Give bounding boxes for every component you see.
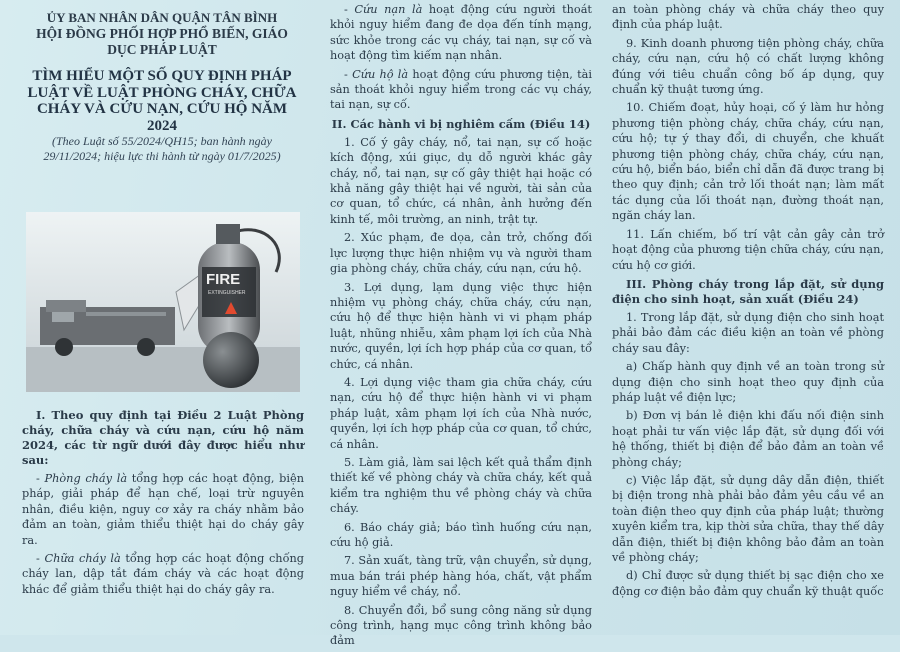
list-item: 9. Kinh doanh phương tiện phòng cháy, chữa cháy, cứu nạn, cứu hộ có chất lượng không đúng với tiêu chuẩn công bố áp dụng, quy chuẩn kỹ thuật tương ứng.: [612, 36, 884, 97]
list-item: d) Chỉ được sử dụng thiết bị sạc điện cho xe động cơ điện bảo đảm quy chuẩn kỹ thuật quốc: [612, 569, 884, 598]
list-item: a) Chấp hành quy định về an toàn trong sử dụng điện cho sinh hoạt theo quy định của pháp luật về điện lực;: [612, 360, 884, 404]
list-item: 7. Sản xuất, tàng trữ, vận chuyển, sử dụng, mua bán trái phép hàng hóa, chất, vật phẩm nguy hiểm về cháy, nổ.: [330, 554, 592, 599]
continued-text: an toàn phòng cháy và chữa cháy theo quy định của pháp luật.: [612, 3, 884, 32]
section-1: [22, 404, 304, 600]
list-item: 6. Báo cháy giả; báo tình huống cứu nạn, cứu hộ giả.: [330, 520, 592, 549]
list-item: 1. Cố ý gây cháy, nổ, tai nạn, sự cố hoặc kích động, xúi giục, dụ dỗ người khác gây cháy, nổ, tai nạn, sự cố gây thiệt hại hoặc có khả năng gây thiệt hại về người, tài sản của cơ quan, tổ chức, cá nhân, ảnh hưởng đến kinh tế, môi trường, an ninh, trật tự.: [330, 135, 592, 226]
definition-phong-chay: - Phòng cháy là tổng hợp các hoạt động, biện pháp, giải pháp để hạn chế, loại trừ nguyên nhân, điều kiện, nguy cơ xảy ra cháy nhằm bảo đảm an toàn, giảm thiểu thiệt hại do cháy gây ra.: [22, 472, 304, 547]
list-item: c) Việc lắp đặt, sử dụng dây dẫn điện, thiết bị điện trong nhà phải bảo đảm yêu cầu về an toàn điện theo quy định của pháp luật; thường xuyên kiểm tra, kịp thời sửa chữa, thay thế dây dẫn điện, thiết bị điện không bảo đảm an toàn về phòng cháy;: [612, 473, 884, 564]
section-2-heading: II. Các hành vi bị nghiêm cấm (Điều 14): [331, 116, 591, 131]
column-left: [22, 0, 302, 164]
list-item: b) Đơn vị bán lẻ điện khi đấu nối điện sinh hoạt phải tư vấn việc lắp đặt, sử dụng đối với hệ thống, thiết bị điện để bảo đảm an toàn về phòng cháy;: [612, 409, 884, 469]
list-item: 8. Chuyển đổi, bổ sung công năng sử dụng công trình, hạng mục công trình không bảo đảm: [330, 603, 592, 648]
org-line-2: HỘI ĐỒNG PHỐI HỢP PHỔ BIẾN, GIÁO DỤC PHÁP LUẬT: [36, 26, 288, 57]
document-title: TÌM HIỂU MỘT SỐ QUY ĐỊNH PHÁP LUẬT VỀ LUẬT PHÒNG CHÁY, CHỮA CHÁY VÀ CỨU NẠN, CỨU HỘ NĂM 2024: [27, 68, 297, 134]
svg-text:EXTINGUISHER: EXTINGUISHER: [208, 290, 246, 296]
list-item: 10. Chiếm đoạt, hủy hoại, cố ý làm hư hỏng phương tiện phòng cháy, chữa cháy, cứu nạn, cứu hộ; tự ý thay đổi, di chuyển, che khuất phương tiện phòng cháy, chữa cháy, cứu nạn, cứu hộ, biển báo, biển chỉ dẫn đã được trang bị theo quy định; cản trở lối thoát nạn; làm mất tác dụng của lối thoát nạn, đường thoát nạn, ngăn cháy lan.: [612, 101, 884, 223]
section-3-heading: III. Phòng cháy trong lắp đặt, sử dụng điện cho sinh hoạt, sản xuất (Điều 24): [612, 276, 884, 306]
list-item: 2. Xúc phạm, đe dọa, cản trở, chống đối lực lượng thực hiện nhiệm vụ và người tham gia phòng cháy, chữa cháy, cứu nạn, cứu hộ.: [330, 231, 592, 276]
list-item: 3. Lợi dụng, lạm dụng việc thực hiện nhiệm vụ phòng cháy, chữa cháy, cứu nạn, cứu hộ để thực hiện hành vi vi phạm pháp luật, nhũng nhiễu, xâm phạm lợi ích của Nhà nước, quyền, lợi ích hợp pháp của cơ quan, tổ chức, cá nhân.: [330, 280, 592, 371]
fire-extinguisher-illustration: [26, 212, 300, 392]
definition-chua-chay: - Chữa cháy là tổng hợp các hoạt động chống cháy lan, dập tắt đám cháy và các hoạt động khác để giảm thiểu thiệt hại do cháy gây ra.: [22, 552, 304, 596]
list-item: 11. Lấn chiếm, bố trí vật cản gây cản trở hoạt động của phương tiện chữa cháy, cứu nạn, cứu hộ cơ giới.: [612, 227, 884, 272]
list-item: 1. Trong lắp đặt, sử dụng điện cho sinh hoạt phải bảo đảm các điều kiện an toàn về phòng cháy sau đây:: [612, 310, 884, 355]
document-subtitle: (Theo Luật số 55/2024/QH15; ban hành ngày 29/11/2024; hiệu lực thi hành từ ngày 01/7/2025): [43, 134, 281, 163]
column-right: [612, 2, 884, 602]
list-item: 4. Lợi dụng việc tham gia chữa cháy, cứu nạn, cứu hộ để thực hiện hành vi vi phạm pháp luật, xâm phạm lợi ích của Nhà nước, quyền, lợi ích hợp pháp của cơ quan, tổ chức, cá nhân.: [330, 375, 592, 451]
org-line-1: ỦY BAN NHÂN DÂN QUẬN TÂN BÌNH: [46, 10, 278, 25]
definition-cuu-ho: - Cứu hộ là hoạt động cứu phương tiện, tài sản thoát khỏi nguy hiểm trong các vụ cháy, tai nạn, sự cố.: [330, 67, 592, 112]
list-item: 5. Làm giả, làm sai lệch kết quả thẩm định thiết kế về phòng cháy và chữa cháy, kết quả kiểm tra nghiệm thu về phòng cháy và chữa cháy.: [330, 455, 592, 516]
extinguisher-label: FIRE: [206, 271, 241, 288]
column-middle: [330, 2, 592, 652]
section-1-heading: I. Theo quy định tại Điều 2 Luật Phòng cháy, chữa cháy và cứu nạn, cứu hộ năm 2024, các từ ngữ dưới đây được hiểu như sau:: [22, 408, 304, 467]
definition-cuu-nan: - Cứu nạn là hoạt động cứu người thoát khỏi nguy hiểm đang đe dọa đến tính mạng, sức khỏe trong các vụ cháy, tai nạn, sự cố và hoạt động tìm kiếm nạn nhân.: [330, 3, 592, 63]
